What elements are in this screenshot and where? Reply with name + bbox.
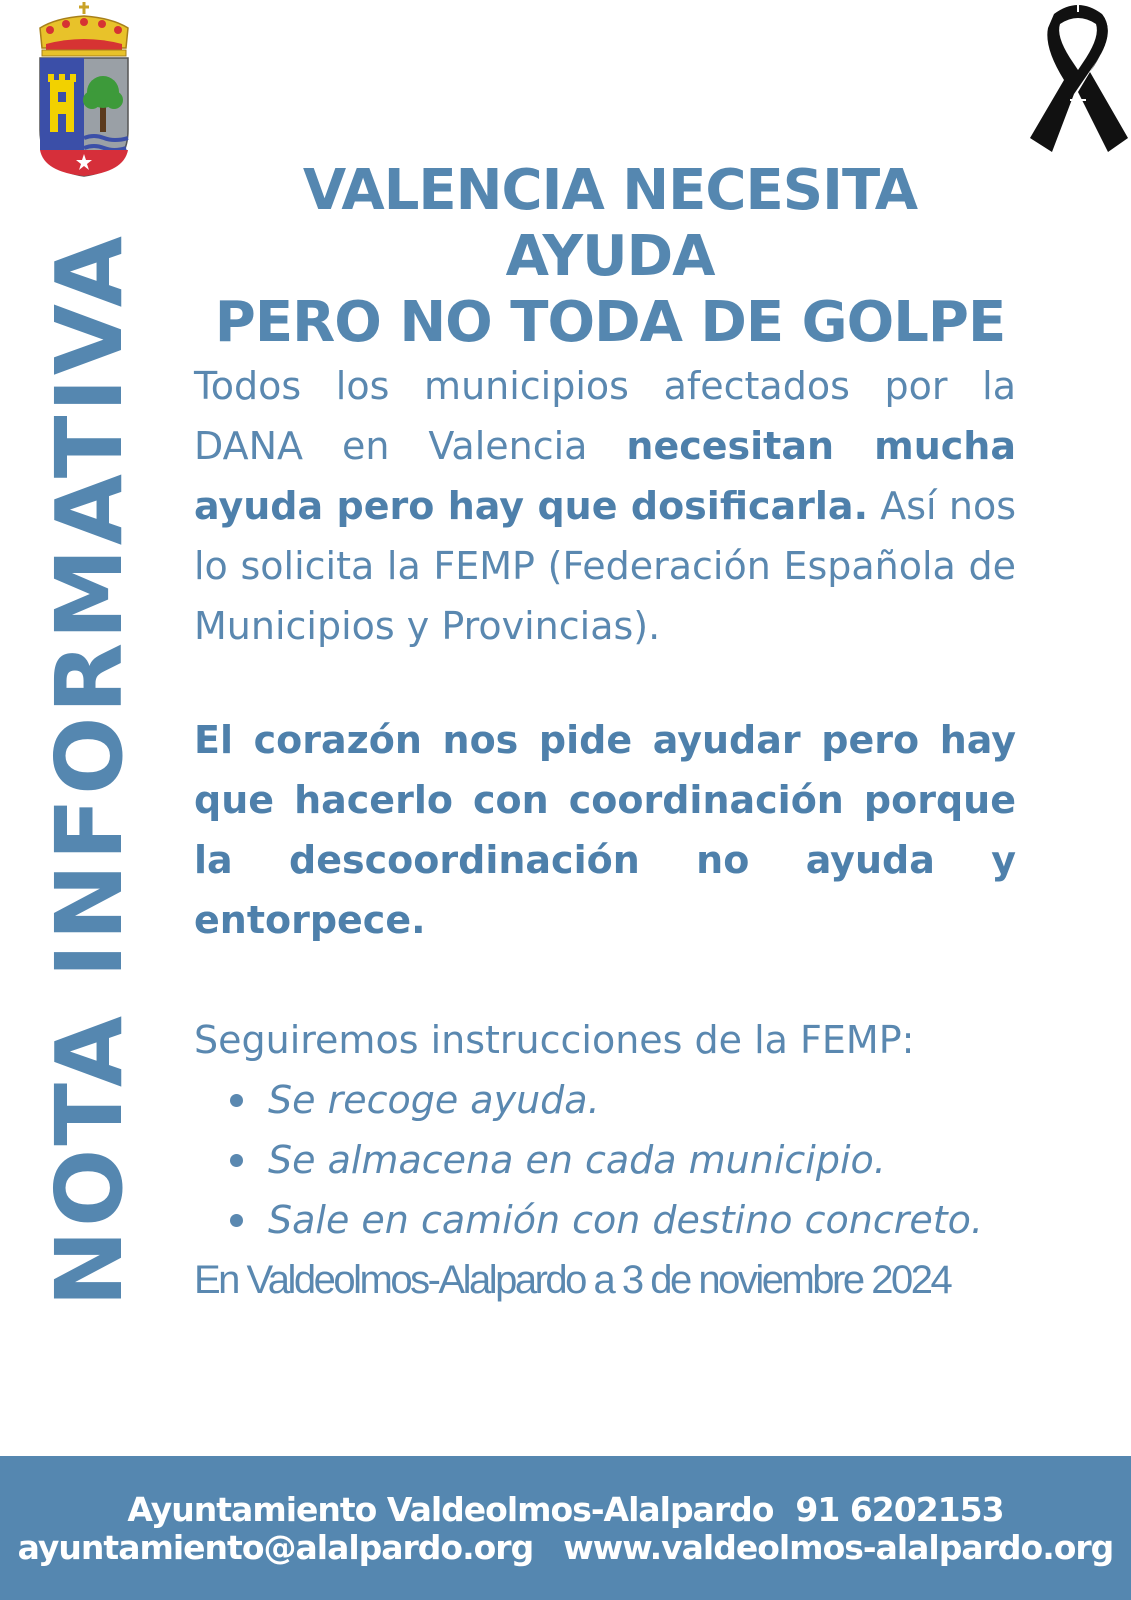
footer-phone: 91 6202153: [795, 1490, 1004, 1529]
municipal-coat-of-arms-icon: [36, 0, 136, 182]
footer-line-1: [0, 1490, 1131, 1529]
vertical-title: NOTA INFORMATIVA: [36, 233, 143, 1307]
main-content: [194, 356, 1016, 1250]
instructions-list: [194, 1070, 1016, 1250]
signoff-date: En Valdeolmos-Alalpardo a 3 de noviembre 2024: [194, 1258, 951, 1302]
instructions-intro: Seguiremos instrucciones de la FEMP:: [194, 1018, 915, 1062]
footer-line-2: [0, 1528, 1131, 1567]
footer-org-name: Ayuntamiento Valdeolmos-Alalpardo: [127, 1490, 774, 1529]
footer-website-link[interactable]: www.valdeolmos-alalpardo.org: [563, 1528, 1114, 1567]
list-item: Se almacena en cada municipio.: [230, 1130, 1016, 1190]
headline: [190, 158, 1030, 356]
list-item: Se recoge ayuda.: [230, 1070, 1016, 1130]
mourning-ribbon-icon: [1024, 0, 1131, 158]
headline-line-2: PERO NO TODA DE GOLPE: [214, 290, 1006, 355]
paragraph-1-text-end: Así nos lo solicita la FEMP (Federación Española de Municipios y Provincias).: [194, 484, 1016, 648]
footer-bar: [0, 1456, 1131, 1600]
headline-line-1: VALENCIA NECESITA AYUDA: [302, 158, 918, 289]
paragraph-1-text-start: Todos los municipios afectados por la DANA en Valencia: [194, 364, 1016, 468]
paragraph-coordination: El corazón nos pide ayudar pero hay que hacerlo con coordinación porque la descoordinación no ayuda y entorpece.: [194, 718, 1016, 942]
paragraph-1-bold: necesitan mucha ayuda pero hay que dosificarla.: [194, 424, 1016, 528]
paragraph-femp-request: [194, 356, 1016, 656]
list-item: Sale en camión con destino concreto.: [230, 1190, 1016, 1250]
footer-email-link[interactable]: ayuntamiento@alalpardo.org: [17, 1528, 534, 1567]
